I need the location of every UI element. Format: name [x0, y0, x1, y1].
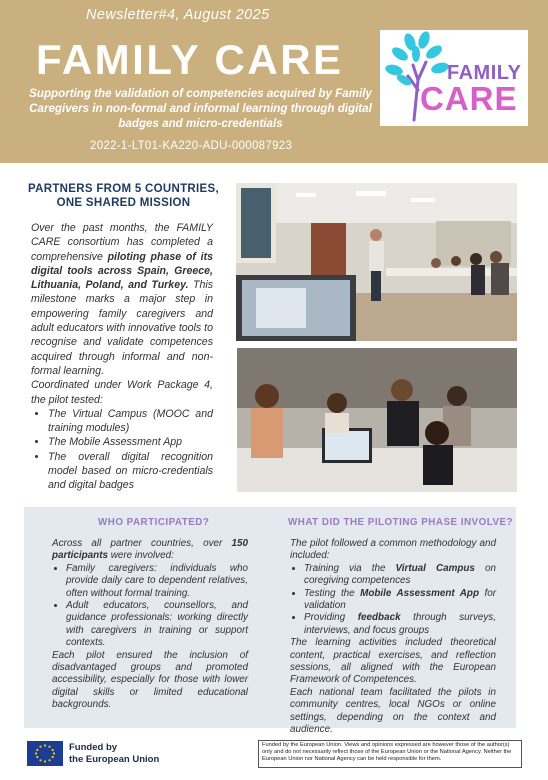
eu-line-2: the European Union: [69, 753, 160, 765]
who-text-bold: 150 participants: [52, 538, 248, 562]
what-section: [290, 538, 496, 737]
list-item: [304, 588, 496, 613]
item-text: through surveys, interviews, and focus groups: [304, 612, 496, 636]
who-paragraph: Each pilot ensured the inclusion of disadvantaged groups and promoted accessibility, especially for those with lower digital skills or limited educational backgrounds.: [52, 649, 248, 711]
classroom-photo: [236, 183, 517, 341]
eu-line-1: Funded by: [69, 742, 118, 753]
list-item: • The Mobile Assessment App: [48, 435, 213, 449]
group-photo: [237, 348, 517, 492]
item-text: Training via the: [304, 562, 396, 574]
item-text: Providing: [304, 612, 358, 624]
intro-text-c: This milestone marks a major step in empowering family caregivers and adult educators with innovative tools to recognise and validate competences acquired through informal and non-formal learning.: [31, 279, 213, 377]
page-title: FAMILY CARE: [36, 36, 344, 83]
disclaimer-box: Funded by the European Union. Views and opinions expressed are however those of the author(s) only and do not necessarily reflect those of the European Union or the National Agency. Neither the European Union nor National Agency can be held responsible for them.: [258, 740, 522, 768]
item-text: for validation: [304, 587, 496, 612]
who-heading: WHO PARTICIPATED?: [98, 517, 210, 528]
page-subtitle: Supporting the validation of competencies acquired by Family Caregivers in non-formal and informal learning through digital badges and micro-credentials: [29, 87, 372, 130]
item-text-bold: Mobile Assessment App: [360, 587, 479, 599]
intro-text-a: Over the past months, the FAMILY CARE consortium has completed a comprehensive: [31, 222, 213, 263]
list-item: • The overall digital recognition model based on micro-credentials and digital badges: [48, 450, 213, 493]
who-section: [52, 538, 248, 712]
eu-flag-icon: [27, 741, 63, 766]
logo-family-text: FAMILY: [447, 62, 522, 84]
intro-paragraph: [31, 221, 213, 378]
list-item: [304, 563, 496, 588]
who-text-a: Across all partner countries, over: [52, 538, 232, 549]
list-item: • Family caregivers: individuals who provide daily care to dependent relatives, often without formal training.: [66, 563, 248, 600]
who-text-c: were involved:: [107, 550, 174, 562]
item-text-bold: Virtual Campus: [395, 562, 475, 574]
list-item: • Adult educators, counsellors, and guidance professionals: working directly with caregivers in training or support contexts.: [66, 600, 248, 650]
what-paragraph-2: Each national team facilitated the pilots in community centres, local NGOs or online settings, depending on the context and audience.: [290, 686, 496, 736]
what-list: [290, 563, 496, 637]
what-intro: The pilot followed a common methodology and included:: [290, 538, 496, 562]
intro-text: [31, 221, 213, 493]
section-heading: PARTNERS FROM 5 COUNTRIES, ONE SHARED MISSION: [28, 183, 219, 209]
item-text: Testing the: [304, 587, 361, 599]
what-heading: WHAT DID THE PILOTING PHASE INVOLVE?: [288, 517, 514, 528]
item-text-bold: feedback: [357, 612, 401, 624]
tested-list: [31, 407, 213, 493]
who-intro: [52, 538, 248, 563]
logo-care-text: CARE: [420, 80, 518, 117]
what-paragraph: The learning activities included theoretical content, practical exercises, and reflection sessions, all aligned with the European Framework of Competences.: [290, 637, 496, 686]
intro-text-bold: piloting phase of its digital tools across Spain, Greece, Lithuania, Poland, and Turkey.: [31, 250, 213, 292]
intro-paragraph-2: Coordinated under Work Package 4, the pilot tested:: [31, 379, 213, 406]
list-item: [304, 612, 496, 637]
list-item: • The Virtual Campus (MOOC and training modules): [48, 407, 213, 436]
item-text: on coregiving competences: [304, 562, 496, 587]
newsletter-issue: Newsletter#4, August 2025: [86, 7, 270, 23]
eu-funding-label: [69, 742, 159, 765]
project-code: 2022-1-LT01-KA220-ADU-000087923: [90, 140, 293, 152]
who-list: [52, 563, 248, 650]
